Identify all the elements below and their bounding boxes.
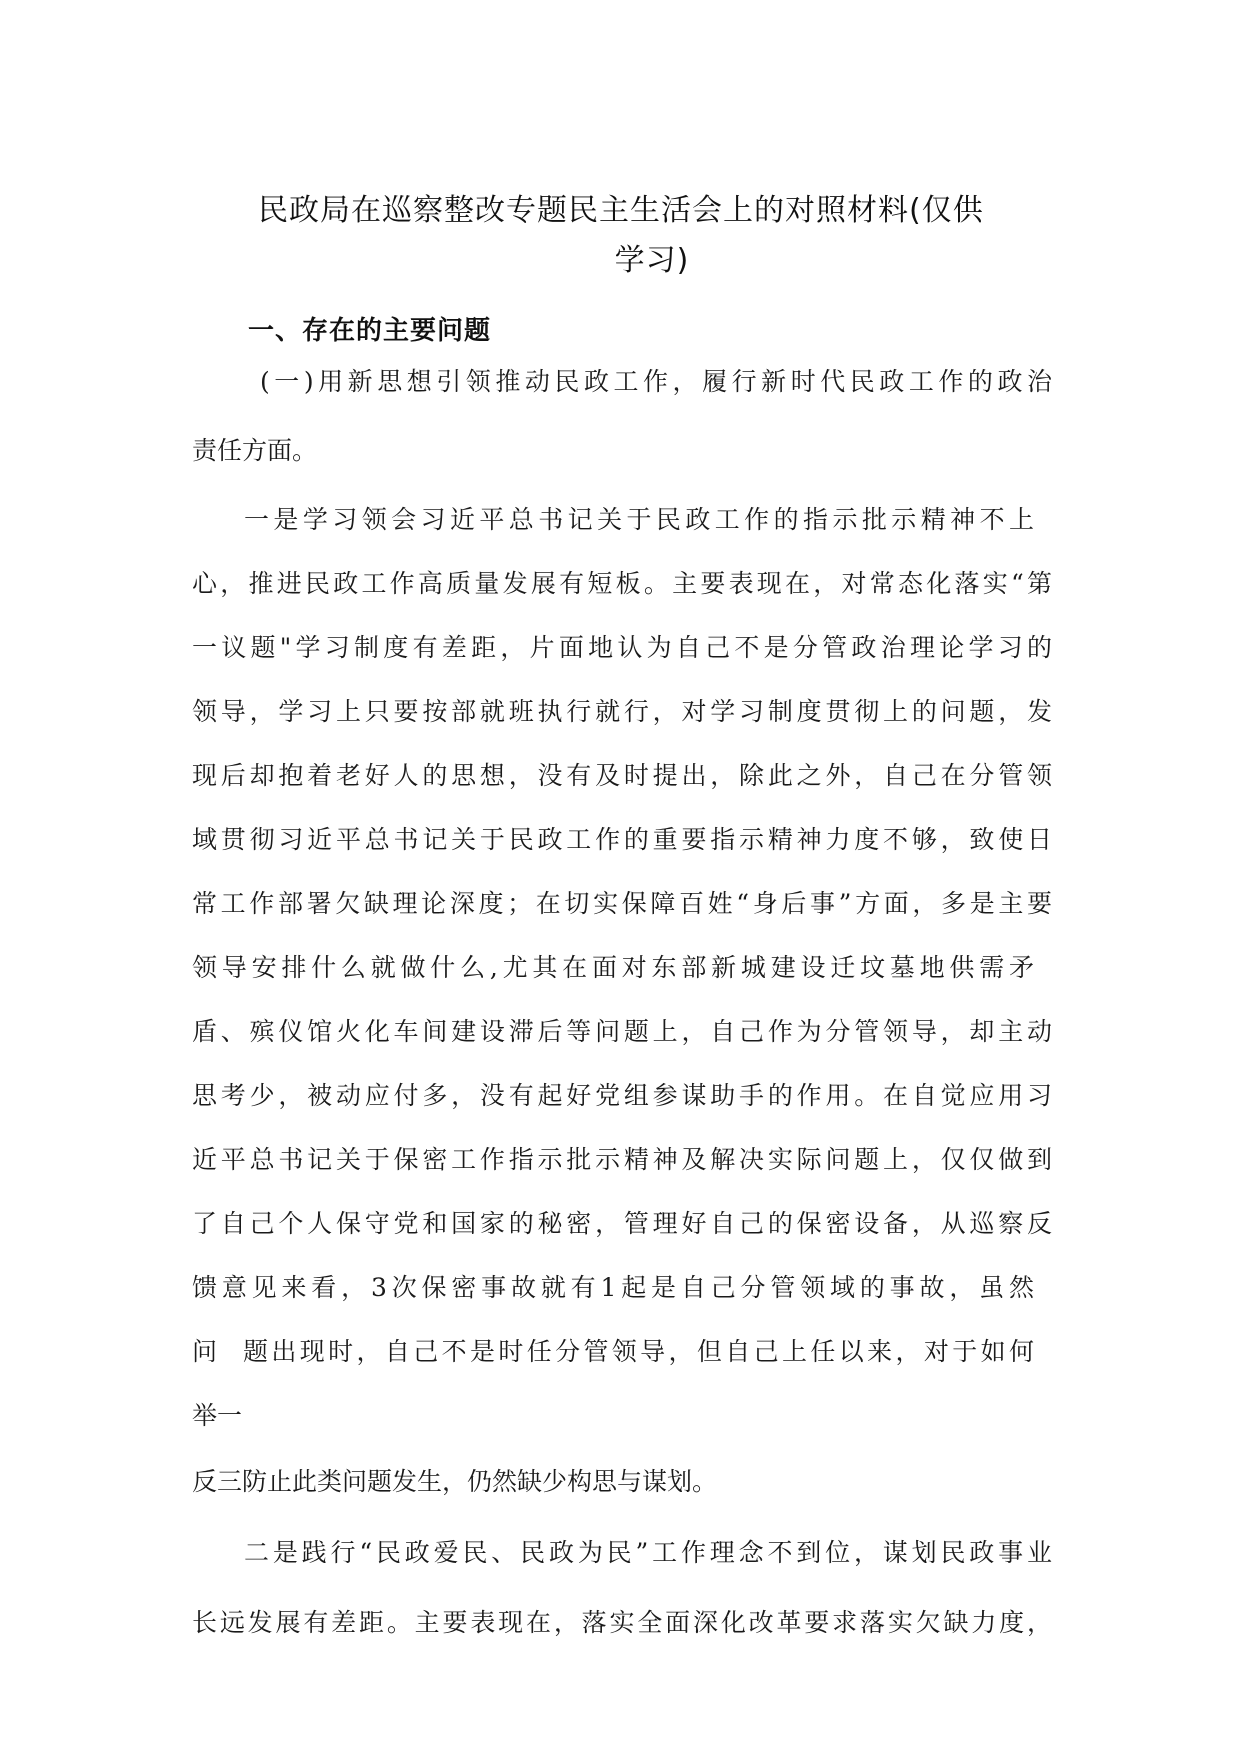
paragraph-1-line-9: 盾、殡仪馆火化车间建设滞后等问题上，自己作为分管领导，却主动	[192, 1017, 1052, 1046]
paragraph-1-line-15: 举一	[192, 1401, 243, 1430]
document-title	[258, 186, 1058, 286]
title-line-2: 学习)	[614, 243, 690, 278]
paragraph-1-line-13: 馈意见来看，3次保密事故就有1起是自己分管领域的事故，虽然	[192, 1273, 1034, 1302]
paragraph-1-line-12: 了自己个人保守党和国家的秘密，管理好自己的保密设备，从巡察反	[192, 1209, 1052, 1238]
paragraph-1-line-2: 心，推进民政工作高质量发展有短板。主要表现在，对常态化落实“第	[192, 569, 1052, 598]
paragraph-1-line-5: 现后却抱着老好人的思想，没有及时提出，除此之外，自己在分管领	[192, 761, 1052, 790]
paragraph-1-line-3: 一议题"学习制度有差距，片面地认为自己不是分管政治理论学习的	[192, 633, 1052, 662]
paragraph-1-line-16: 反三防止此类问题发生，仍然缺少构思与谋划。	[192, 1467, 718, 1496]
paragraph-1-line-14: 问 题出现时，自己不是时任分管领导，但自己上任以来，对于如何	[192, 1337, 1034, 1366]
paragraph-1-line-1: 一是学习领会习近平总书记关于民政工作的指示批示精神不上	[244, 505, 1034, 534]
title-line-1: 民政局在巡察整改专题民主生活会上的对照材料(仅供	[258, 193, 984, 228]
section-heading: 一、存在的主要问题	[248, 316, 492, 346]
paragraph-2-line-2: 长远发展有差距。主要表现在，落实全面深化改革要求落实欠缺力度，	[192, 1608, 1052, 1637]
paragraph-1-line-11: 近平总书记关于保密工作指示批示精神及解决实际问题上，仅仅做到	[192, 1145, 1052, 1174]
paragraph-2-line-1: 二是践行“民政爱民、民政为民”工作理念不到位，谋划民政事业	[244, 1538, 1052, 1567]
subsection-line-2: 责任方面。	[192, 436, 318, 465]
paragraph-1-line-7: 常工作部署欠缺理论深度；在切实保障百姓“身后事”方面，多是主要	[192, 889, 1052, 918]
paragraph-1-line-10: 思考少，被动应付多，没有起好党组参谋助手的作用。在自觉应用习	[192, 1081, 1052, 1110]
paragraph-1-line-6: 域贯彻习近平总书记关于民政工作的重要指示精神力度不够，致使日	[192, 825, 1052, 854]
paragraph-1-line-4: 领导，学习上只要按部就班执行就行，对学习制度贯彻上的问题，发	[192, 697, 1052, 726]
paragraph-1-line-8: 领导安排什么就做什么,尤其在面对东部新城建设迁坟墓地供需矛	[192, 953, 1034, 982]
subsection-line-1: (一)用新思想引领推动民政工作，履行新时代民政工作的政治	[260, 367, 1052, 396]
